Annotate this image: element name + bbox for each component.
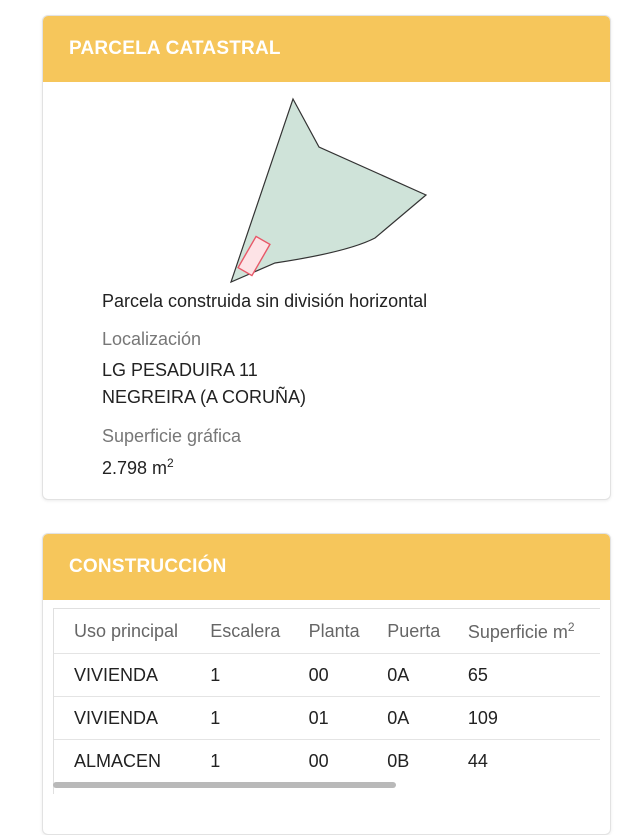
address-line-2: NEGREIRA (A CORUÑA) <box>102 387 307 407</box>
cell-escalera: 1 <box>190 654 288 697</box>
superficie-label: Superficie gráfica <box>102 426 242 446</box>
table-horizontal-scrollbar[interactable] <box>53 782 396 788</box>
parcela-catastral-header: PARCELA CATASTRAL <box>43 16 610 82</box>
cell-uso: ALMACEN <box>54 740 190 783</box>
cell-planta: 01 <box>289 697 368 740</box>
parcel-type: Parcela construida sin división horizontal <box>102 291 428 311</box>
table-row <box>54 697 600 740</box>
header-planta: Planta <box>308 620 360 641</box>
cell-superficie: 65 <box>448 654 600 697</box>
cell-escalera: 1 <box>190 697 288 740</box>
cell-planta: 00 <box>289 654 368 697</box>
construccion-header: CONSTRUCCIÓN <box>43 534 610 600</box>
cell-puerta: 0A <box>367 654 448 697</box>
cell-puerta: 0A <box>367 697 448 740</box>
parcela-catastral-card <box>42 15 611 500</box>
cell-superficie: 109 <box>448 697 600 740</box>
header-uso-principal: Uso principal <box>74 620 179 641</box>
address-line-1: LG PESADUIRA 11 <box>102 360 258 380</box>
cell-uso: VIVIENDA <box>54 697 190 740</box>
table-row <box>54 654 600 697</box>
header-escalera: Escalera <box>210 620 281 641</box>
header-superficie: Superficie $m^2$ <box>467 619 575 642</box>
cell-puerta: 0B <box>367 740 448 783</box>
cell-planta: 00 <box>289 740 368 783</box>
construccion-table-wrapper[interactable] <box>53 608 600 794</box>
header-puerta: Puerta <box>387 620 441 641</box>
superficie-value: 2.798 $m^2$ <box>102 456 174 478</box>
localizacion-label: Localización <box>102 329 202 349</box>
table-header-row <box>54 609 600 654</box>
construccion-card <box>42 533 611 835</box>
cell-superficie: 44 <box>448 740 600 783</box>
table-row <box>54 740 600 783</box>
parcel-map <box>43 82 610 297</box>
construccion-table <box>54 609 600 782</box>
cell-escalera: 1 <box>190 740 288 783</box>
cell-uso: VIVIENDA <box>54 654 190 697</box>
